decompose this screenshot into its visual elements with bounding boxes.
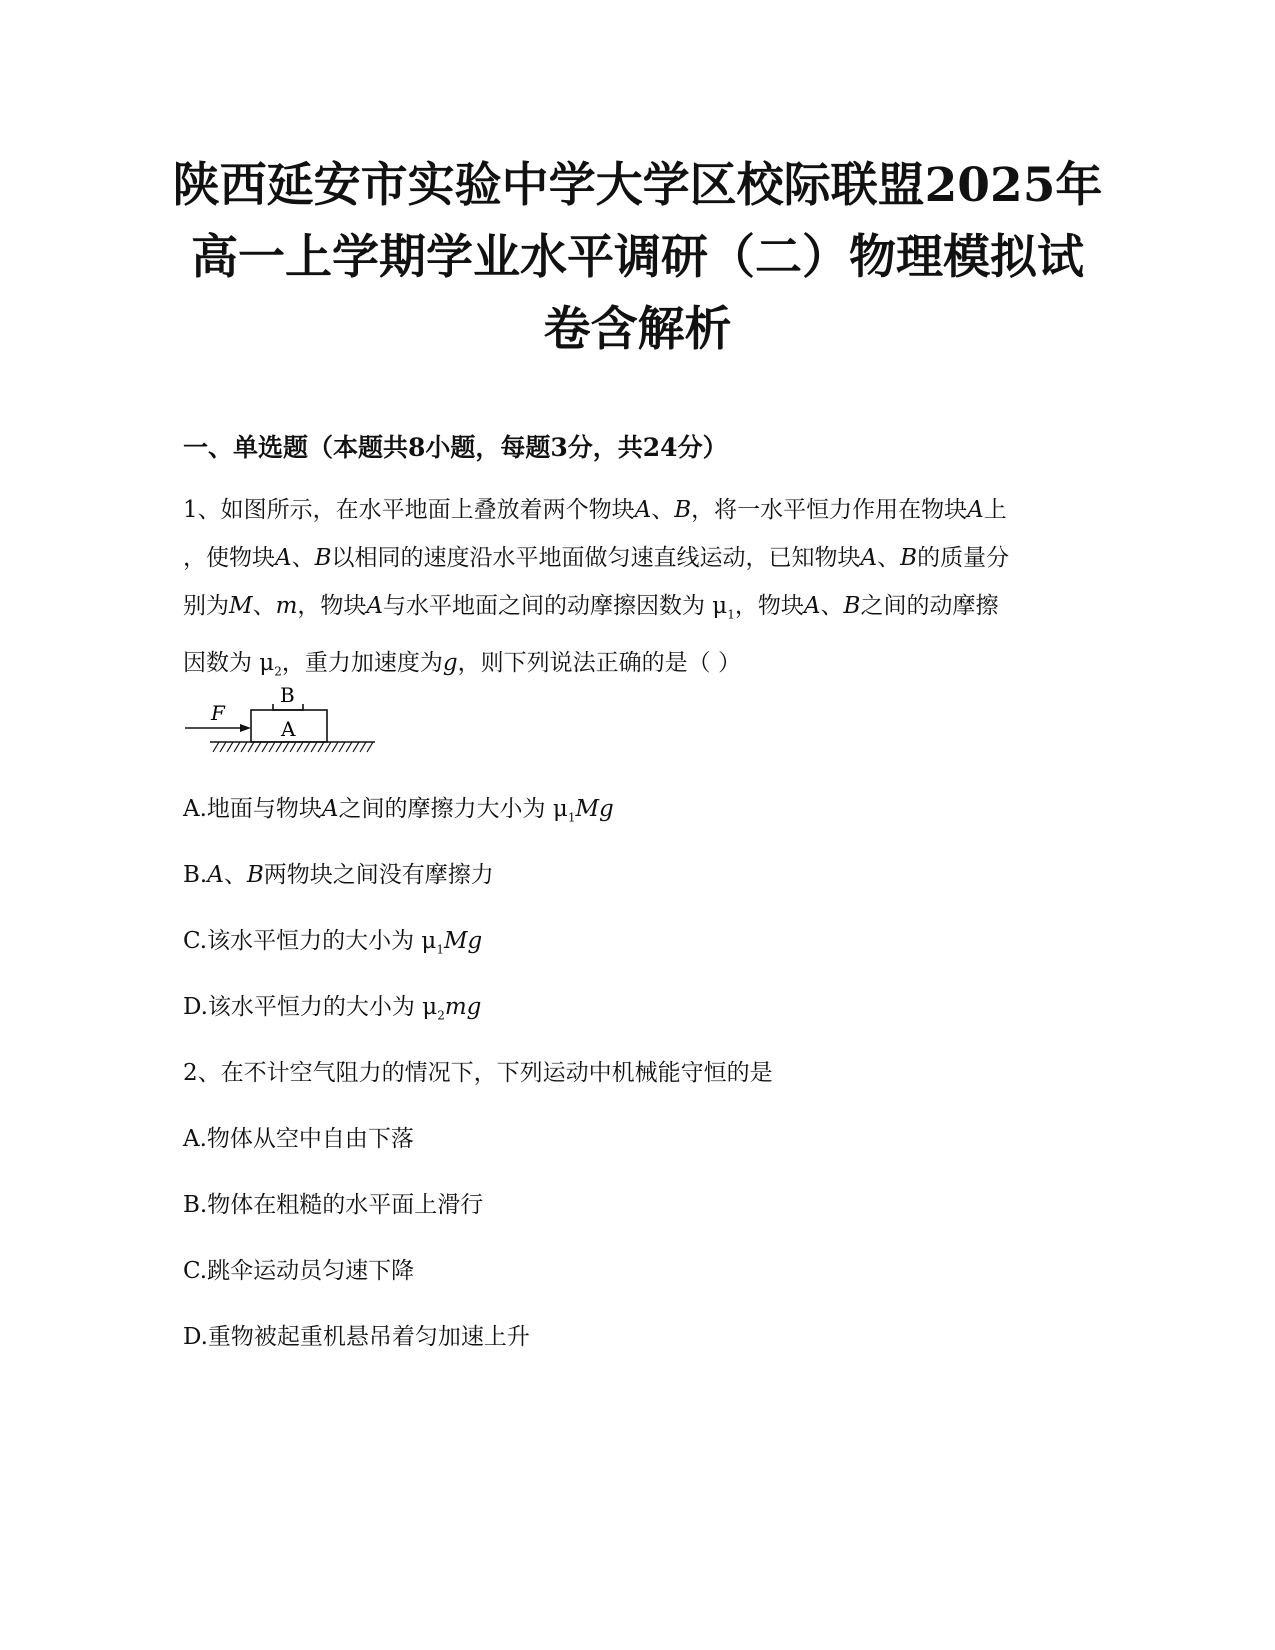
q1-option-b: B.A、B两物块之间没有摩擦力 <box>183 862 494 888</box>
question-1-stem <box>183 486 1083 695</box>
q2-option-d: D.重物被起重机悬吊着匀加速上升 <box>183 1324 530 1350</box>
q1-line-3: 别为M、m，物块A与水平地面之间的动摩擦因数为 $\mu_1$，物块A、B之间的动摩擦 <box>183 593 999 622</box>
q1-line-2: ，使物块A、B以相同的速度沿水平地面做匀速直线运动，已知物块A、B的质量分 <box>183 545 1010 571</box>
block-b-label: B <box>280 683 295 707</box>
force-label: F <box>211 704 225 725</box>
title-line-1: 陕西延安市实验中学大学区校际联盟2025年 <box>172 158 1103 213</box>
title-line-2: 高一上学期学业水平调研（二）物理模拟试 <box>191 230 1084 285</box>
q1-line-1: 1、如图所示，在水平地面上叠放着两个物块A、B，将一水平恒力作用在物块A上 <box>183 497 1007 523</box>
q1-line-4: 因数为 $\mu_2$，重力加速度为g，则下列说法正确的是（ ） <box>183 649 741 679</box>
q2-option-a: A.物体从空中自由下落 <box>183 1126 414 1152</box>
block-a-label: A <box>281 717 296 741</box>
block-b-label-layer <box>273 678 305 712</box>
question-2-stem: 2、在不计空气阻力的情况下，下列运动中机械能守恒的是 <box>183 1060 773 1086</box>
section-heading: 一、单选题（本题共8小题，每题3分，共24分） <box>183 433 728 462</box>
q2-option-b: B.物体在粗糙的水平面上滑行 <box>183 1192 484 1218</box>
q1-option-d: D.该水平恒力的大小为 $\mu_2mg$ <box>183 994 482 1023</box>
q1-option-a: A.地面与物块A之间的摩擦力大小为 $\mu_1Mg$ <box>183 796 614 825</box>
ground-hatching <box>213 742 373 752</box>
force-arrowhead <box>240 724 251 732</box>
q1-option-c: C.该水平恒力的大小为 $\mu_1Mg$ <box>183 928 483 957</box>
blocks-diagram <box>185 704 385 760</box>
q2-option-c: C.跳伞运动员匀速下降 <box>183 1258 415 1284</box>
title-line-3: 卷含解析 <box>543 302 732 357</box>
document-title <box>140 150 1135 366</box>
